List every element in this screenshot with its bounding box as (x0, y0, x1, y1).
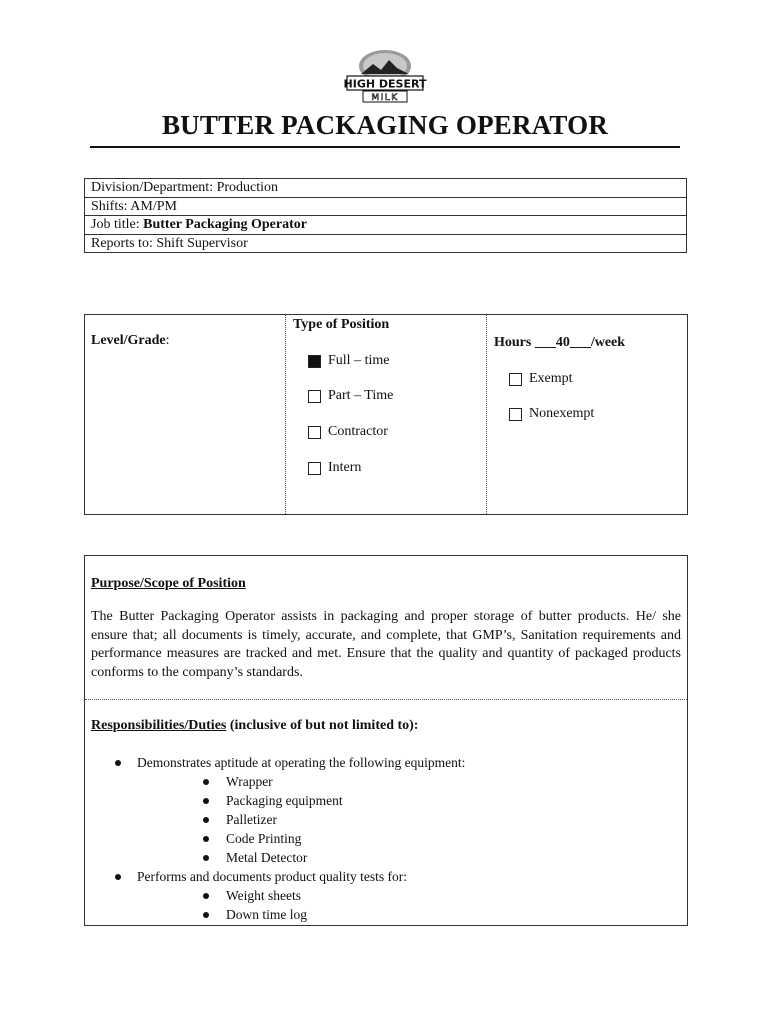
job-title-label: Job title: (91, 217, 144, 232)
job-title-row (85, 216, 686, 235)
shifts-value: AM/PM (130, 198, 177, 214)
level-grade-label: Level/Grade: (91, 333, 170, 348)
exempt-option[interactable] (509, 371, 573, 387)
bullet-icon (115, 760, 121, 766)
purpose-duties-box (84, 555, 688, 926)
nonexempt-option[interactable] (509, 406, 594, 422)
duty-text: Performs and documents product quality tests for: (137, 869, 407, 884)
type-option-intern[interactable] (308, 460, 361, 476)
division-value: Production (216, 180, 279, 195)
hours-per-week: Hours ___40___/week (494, 335, 626, 350)
checkbox-nonexempt[interactable] (509, 408, 522, 421)
type-option-label: Intern (328, 460, 362, 475)
type-of-position-heading: Type of Position (293, 317, 390, 332)
bullet-icon (203, 855, 209, 861)
bullet-icon (203, 817, 209, 823)
purpose-section (85, 556, 687, 700)
logo-line2: MILK (371, 93, 399, 103)
division-row (85, 179, 686, 198)
checkbox-part-time[interactable] (308, 390, 321, 403)
type-of-position-cell (286, 315, 487, 514)
duty-subitem: Down time log (203, 907, 307, 923)
checkbox-contractor[interactable] (308, 426, 321, 439)
position-table (84, 314, 688, 515)
bullet-icon (203, 836, 209, 842)
high-desert-milk-logo (335, 44, 435, 108)
logo-line1: HIGH DESERT (343, 77, 427, 91)
company-logo (335, 44, 435, 108)
bullet-icon (203, 779, 209, 785)
type-option-contractor[interactable] (308, 424, 388, 440)
purpose-heading: Purpose/Scope of Position (91, 576, 246, 591)
duty-subitem: Palletizer (203, 812, 277, 828)
duty-subitem: Metal Detector (203, 850, 307, 866)
hours-cell (487, 315, 687, 514)
job-info-box (84, 178, 687, 253)
title-divider (90, 146, 680, 148)
type-option-part-time[interactable] (308, 388, 393, 404)
bullet-icon (203, 893, 209, 899)
bullet-icon (203, 798, 209, 804)
type-option-label: Full – time (328, 353, 390, 368)
checkbox-exempt[interactable] (509, 373, 522, 386)
level-grade-cell (85, 315, 286, 514)
bullet-icon (203, 912, 209, 918)
shifts-label: Shifts: (91, 198, 131, 214)
checkbox-intern[interactable] (308, 462, 321, 475)
purpose-text: The Butter Packaging Operator assists in packaging and proper storage of butter products. He/ she ensure that; all documents is timely, accurate, and complete, that GMP’s, Sanitation requirements and performance measures are tracked and met. Ensure that the quality and quantity of packaged products conforms to the company’s standards. (91, 609, 681, 680)
reports-to-row (85, 235, 686, 253)
duty-subitem: Wrapper (203, 774, 273, 790)
duty-item (115, 755, 465, 771)
reports-to-value: Shift Supervisor (156, 235, 248, 251)
duty-subitem: Packaging equipment (203, 793, 343, 809)
duties-heading: Responsibilities/Duties (inclusive of but not limited to): (91, 718, 419, 733)
duty-text: Demonstrates aptitude at operating the following equipment: (137, 755, 466, 770)
type-option-label: Contractor (328, 424, 388, 439)
job-title-value: Butter Packaging Operator (143, 217, 307, 232)
nonexempt-label: Nonexempt (529, 406, 595, 421)
reports-to-label: Reports to: (91, 235, 157, 251)
division-label: Division/Department: (91, 180, 217, 195)
duty-subitem: Weight sheets (203, 888, 301, 904)
duty-subitem: Code Printing (203, 831, 301, 847)
hours-value: ___40___ (534, 335, 591, 350)
checkbox-full-time[interactable] (308, 355, 321, 368)
type-option-full-time[interactable] (308, 353, 389, 369)
bullet-icon (115, 874, 121, 880)
page-title: BUTTER PACKAGING OPERATOR (161, 110, 609, 140)
duty-item (115, 869, 407, 885)
shifts-row (85, 198, 686, 217)
type-option-label: Part – Time (328, 388, 394, 403)
exempt-label: Exempt (529, 371, 573, 386)
